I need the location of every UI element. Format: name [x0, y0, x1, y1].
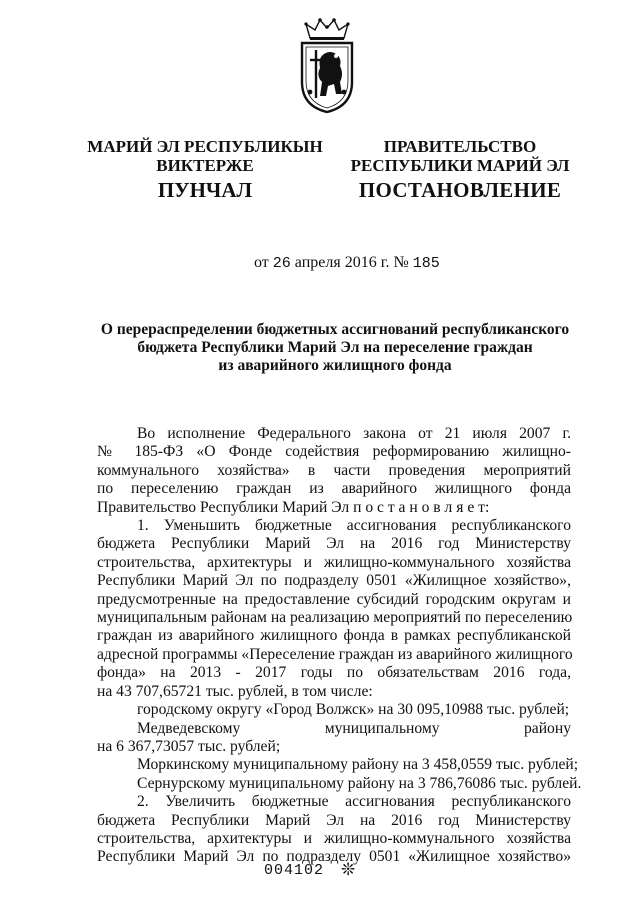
title-line1: О перераспределении бюджетных ассигнований республиканского	[100, 321, 570, 338]
footer-ornament-icon: ❊	[341, 860, 356, 879]
header-left-line1: МАРИЙ ЭЛ РЕСПУБЛИКЫН	[87, 137, 323, 156]
title-line3: из аварийного жилищного фонда	[218, 357, 452, 374]
body-line: граждан из аварийного жилищного фонда в рамках республиканской	[97, 627, 571, 645]
body-line: предусмотренные на предоставление субсидий городским округам и	[97, 590, 571, 608]
header-right-line2: РЕСПУБЛИКИ МАРИЙ ЭЛ	[350, 156, 570, 175]
header-left-institution	[80, 137, 330, 175]
dateline-prefix: от	[254, 254, 269, 271]
body-line: муниципальным районам на реализацию мероприятий по переселению	[97, 609, 573, 627]
document-title	[70, 321, 600, 375]
doctype-mari: ПУНЧАЛ	[157, 178, 253, 202]
body-line: 2. Увеличить бюджетные ассигнования республиканского	[137, 793, 571, 811]
body-line: фонда» на 2013 - 2017 годы по обязательствам 2016 года,	[97, 664, 571, 682]
document-dateline	[254, 254, 440, 272]
body-line: 1. Уменьшить бюджетные ассигнования республиканского	[137, 517, 571, 535]
body-line: по переселению граждан из аварийного жилищного фонда	[97, 480, 571, 498]
body-line: № 185-ФЗ «О Фонде содействия реформированию жилищно-	[97, 443, 571, 461]
body-line: строительства, архитектуры и жилищно-коммунального хозяйства	[97, 829, 571, 847]
body-line: бюджета Республики Марий Эл на 2016 год Министерству	[97, 535, 571, 553]
body-line: коммунального хозяйства» в части проведения мероприятий	[97, 461, 571, 479]
body-line: адресной программы «Переселение граждан из аварийного жилищного	[97, 645, 573, 663]
body-line: Медведевскому муниципальному району	[137, 719, 571, 737]
body-line: Моркинскому муниципальному району на 3 458,0559 тыс. рублей;	[137, 756, 579, 774]
doctype-russian: ПОСТАНОВЛЕНИЕ	[358, 178, 562, 202]
body-line: на 43 707,65721 тыс. рублей, в том числе:	[97, 682, 373, 700]
header-right-institution	[345, 137, 575, 175]
dateline-day: 26	[272, 255, 291, 272]
body-line: Во исполнение Федерального закона от 21 июля 2007 г.	[137, 425, 571, 442]
body-line: на 6 367,73057 тыс. рублей;	[97, 737, 281, 755]
document-body	[97, 425, 582, 867]
body-line: Республики Марий Эл по подразделу 0501 «Жилищное хозяйство»	[97, 848, 571, 866]
dateline-number: 185	[412, 255, 440, 272]
coat-of-arms-emblem	[296, 16, 358, 114]
header-left-line2: ВИКТЕРЖЕ	[156, 156, 254, 175]
body-line: Правительство Республики Марий Эл п о с т а н о в л я е т:	[97, 498, 490, 516]
dateline-month-year: апреля 2016 г. №	[294, 254, 409, 271]
serial-number: 004102	[264, 862, 325, 879]
header-right-line1: ПРАВИТЕЛЬСТВО	[383, 137, 537, 156]
body-line: строительства, архитектуры и жилищно-коммунального хозяйства	[97, 553, 571, 571]
body-line: Сернурскому муниципальному району на 3 786,76086 тыс. рублей.	[137, 774, 582, 792]
body-line: бюджета Республики Марий Эл на 2016 год Министерству	[97, 811, 571, 829]
body-line: Республики Марий Эл по подразделу 0501 «Жилищное хозяйство»,	[97, 572, 571, 590]
title-line2: бюджета Республики Марий Эл на переселение граждан	[137, 339, 533, 356]
body-line: городскому округу «Город Волжск» на 30 095,10988 тыс. рублей;	[137, 701, 570, 719]
